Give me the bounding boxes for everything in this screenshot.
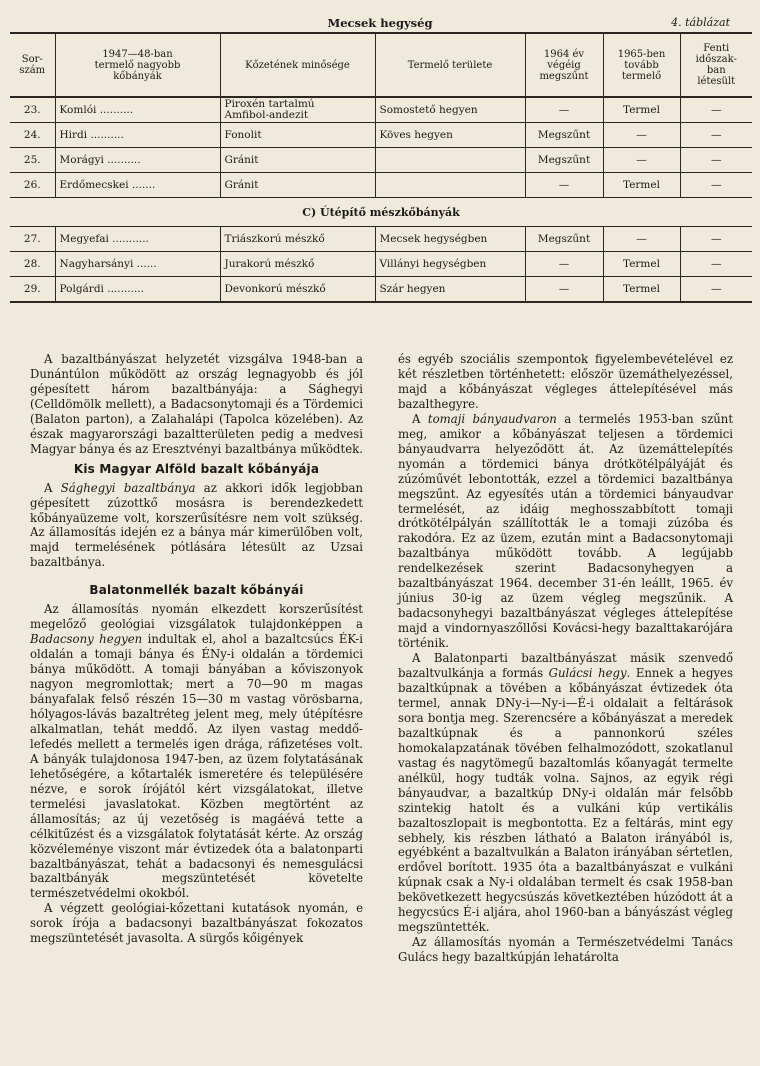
table-cell-rock: Devonkorú mészkő xyxy=(220,277,375,303)
emphasis: Sághegyi bazaltbánya xyxy=(60,480,196,495)
emphasis: tomaji bányaudvaron xyxy=(427,411,557,426)
table-cell-closed: Megszűnt xyxy=(525,227,603,252)
column-header: 1947—48-ban termelő nagyobb kőbányák xyxy=(55,33,220,97)
table-cell-new: — xyxy=(680,227,752,252)
right-column xyxy=(398,352,733,965)
table-cell-new: — xyxy=(680,252,752,277)
section-heading: Balatonmellék bazalt kőbányái xyxy=(89,583,304,598)
column-header: Fenti időszak- ban létesült xyxy=(680,33,752,97)
table-cell-closed: — xyxy=(525,277,603,303)
table-cell-name: Erdőmecskei ....... xyxy=(55,173,220,198)
table-cell-name: Komlói .......... xyxy=(55,97,220,123)
table-cell-closed: Megszűnt xyxy=(525,148,603,173)
table-reference: 4. táblázat xyxy=(671,16,730,29)
table-row xyxy=(10,97,752,123)
table-cell-name: Megyefai ........... xyxy=(55,227,220,252)
table-cell-name: Polgárdi ........... xyxy=(55,277,220,303)
paragraph: A Balatonparti bazaltbányászat másik szenvedő bazaltvulkánja a formás Gulácsi hegy. Ennek a hegyes bazaltkúpnak a tövében a kőbányászat évtizedek óta termel, annak DNy-i—Ny-i—É-i oldalait a feltárások sora bontja meg. Szerencsére a kőbányászat a meredek bazaltkúpnak és a pannonkorú széles homokalapzatának tövében felhalmozódott, szokatlanul vastag és nagytömegű bazaltomlás kőanyagát termelte anélkül, hogy tudták volna. Sajnos, az egyik régi bányaudvar, a bazaltkúp DNy-i oldalán már felsőbb szintekig hatolt és a vulkáni kúp vertikális bazaltoszlopait is megbontotta. Ez a feltárás, mint egy sebhely, kis részben látható a Balaton irányából is, egyébként a bazaltvulkán a Balaton irányában sértetlen, erdővel borított. 1935 óta a bazaltbányászat e vulkáni kúpnak csak a Ny-i oldalában termelt és csak 1958-ban bekövetkezett hegycsúszás következtében húzódott át a hegycsúcs É-i aljára, ahol 1960-ban a bányászást végleg megszüntették. xyxy=(398,651,733,935)
table-cell-rock: Gránit xyxy=(220,173,375,198)
paragraph: A tomaji bányaudvaron a termelés 1953-ban szűnt meg, amikor a kőbányászat teljesen a tördemici bányaudvarra helyeződött át. Az üzemáttelepítés nyomán a tördemici bánya drótkötélpályáját és zúzóművét lebontották, ezzel a tördemici bazaltbánya megszűnt. Az egyesítés után a tördemici bányaudvar termelését, az idáig meghosszabbított tomaji drótkötélpályán szállították le a tomaji zúzóba és rakodóra. Ez az üzem, ezután mint a Badacsonytomaji bazaltbánya működött tovább. A legújabb rendelkezések szerint Badacsonyhegyen a bazaltbányászat 1964. december 31-én leállt, 1965. év június 30-ig az üzem végleg megszűnik. A badacsonyhegyi bazaltbányászat végleges áttelepítése majd a vindornyaszőllősi Kovácsi-hegy bazalttakarójára történik. xyxy=(398,411,734,651)
section-row xyxy=(10,198,752,227)
paragraph: és egyéb szociális szempontok figyelembevételével ez két részletben történhetett: először üzemáthelyezéssel, majd a kőbányászat végleges áttelepítésével más bazalthegyre. xyxy=(398,352,733,411)
table-cell-area: Köves hegyen xyxy=(375,123,525,148)
table-cell-area: Villányi hegységben xyxy=(375,252,525,277)
page-title: Mecsek hegység xyxy=(327,16,433,30)
table-cell-area xyxy=(375,148,525,173)
table-row xyxy=(10,277,752,303)
paragraph: A bazaltbányászat helyzetét vizsgálva 1948-ban a Dunántúlon működött az ország legnagyobb és jól gépesített három bazaltbányája: a Sághegyi (Celldömölk mellett), a Badacsonytomaji és a Tördemici (Balaton parton), a Zalahalápi (Tapolca közelében). Az észak magyarországi bazaltterületen pedig a medvesi Magyar bánya és az Eresztvényi bazaltbánya működtek. xyxy=(30,352,363,456)
column-header: 1965-ben tovább termelő xyxy=(603,33,680,97)
paragraph: Az államosítás nyomán a Természetvédelmi Tanács Gulács hegy bazaltkúpján lehatárolta xyxy=(398,935,733,965)
table-cell-num: 24. xyxy=(23,129,41,141)
table-cell-new: — xyxy=(680,148,752,173)
table-cell-cont: Termel xyxy=(603,277,680,303)
table-cell-num: 25. xyxy=(23,154,41,166)
table-row xyxy=(10,148,752,173)
column-header: Kőzetének minősége xyxy=(220,33,375,97)
table-cell-cont: Termel xyxy=(603,97,680,123)
table-cell-rock: Jurakorú mészkő xyxy=(220,252,375,277)
table-cell-closed: — xyxy=(525,173,603,198)
table-cell-num: 27. xyxy=(23,233,41,245)
table-cell-new: — xyxy=(680,277,752,303)
table-cell-rock: Triászkorú mészkő xyxy=(220,227,375,252)
emphasis: Gulácsi hegy xyxy=(548,666,627,681)
column-header: Sor- szám xyxy=(19,54,46,76)
section-title: C) Útépítő mészkőbányák xyxy=(302,205,460,219)
table-cell-area: Somostető hegyen xyxy=(375,97,525,123)
table-row xyxy=(10,123,752,148)
table-cell-name: Nagyharsányi ...... xyxy=(55,252,220,277)
emphasis: Badacsony hegyen xyxy=(30,632,143,647)
table-cell-cont: — xyxy=(603,148,680,173)
table-cell-new: — xyxy=(680,173,752,198)
table-cell-new: — xyxy=(680,97,752,123)
table-cell-area xyxy=(375,173,525,198)
paragraph: Az államosítás nyomán elkezdett korszerűsítést megelőző geológiai vizsgálatok tulajdonképpen a Badacsony hegyen indultak el, ahol a bazaltcsúcs ÉK-i oldalán a tomaji bánya és ÉNy-i oldalán a tördemici bánya működött. A tomaji bányában a kőviszonyok nagyon megromlottak; mert a 70—90 m magas bányafalak felső részén 15—30 m vastag vörösbarna, hólyagos-lávás bazaltréteg jelent meg, mely útépítésre alkalmatlan, tehát meddő. Az ilyen vastag meddő-lefedés mellett a termelés igen drága, ráfizetéses volt. A bányák tulajdonosa 1947-ben, az üzem folytatásának lehetőségére, a kőtartalék ismeretére és településére nézve, e sorok írójától kért vizsgálatokat, illetve termelési javaslatokat. Közben megtörtént az államosítás; az új vezetőség is magáévá tette a célkitűzést és a vizsgálatok folytatását kérte. Az ország közvéleménye viszont már évtizedek óta a balatonparti bazaltbányászat, tehát a badacsonyi és nemesgulácsi bazaltbányák megszüntetését követelte természetvédelmi okokból. xyxy=(30,602,363,901)
table-cell-num: 26. xyxy=(23,179,41,191)
table-body xyxy=(10,97,752,302)
table-cell-rock: Fonolit xyxy=(220,123,375,148)
paragraph: A Sághegyi bazaltbánya az akkori idők legjobban gépesített zúzottkő mosásra is berendezkedett kőbányaüzeme volt, korszerűsítésre nem volt szükség. Az államosítás idején ez a bánya már kimerülőben volt, majd termelésének pótlására létesült az Uzsai bazaltbánya. xyxy=(30,480,364,570)
table-cell-num: 28. xyxy=(23,258,41,270)
table-header xyxy=(10,33,752,97)
table-cell-cont: Termel xyxy=(603,252,680,277)
table-cell-num: 29. xyxy=(23,283,41,295)
table-row xyxy=(10,227,752,252)
section-heading: Kis Magyar Alföld bazalt kőbányája xyxy=(73,461,320,476)
column-header: 1964 év végéig megszűnt xyxy=(525,33,603,97)
table-cell-cont: — xyxy=(603,227,680,252)
table-cell-area: Szár hegyen xyxy=(375,277,525,303)
table-cell-rock: Piroxén tartalmú Amfibol-andezit xyxy=(220,97,375,123)
table-cell-name: Morágyi .......... xyxy=(55,148,220,173)
left-column xyxy=(30,352,363,946)
table-cell-cont: — xyxy=(603,123,680,148)
table-row xyxy=(10,252,752,277)
column-header: Termelő területe xyxy=(375,33,525,97)
quarry-table xyxy=(10,32,752,303)
table-cell-area: Mecsek hegységben xyxy=(375,227,525,252)
paragraph: A végzett geológiai-kőzettani kutatások nyomán, e sorok írója a badacsonyi bazaltbányászat fokozatos megszüntetését javasolta. A sürgős kőigények xyxy=(30,901,363,946)
table-cell-num: 23. xyxy=(23,104,41,116)
table-cell-closed: — xyxy=(525,252,603,277)
table-cell-closed: — xyxy=(525,97,603,123)
table-row xyxy=(10,173,752,198)
table-cell-cont: Termel xyxy=(603,173,680,198)
table-cell-new: — xyxy=(680,123,752,148)
table-cell-closed: Megszűnt xyxy=(525,123,603,148)
table-cell-rock: Gránit xyxy=(220,148,375,173)
table-cell-name: Hirdi .......... xyxy=(55,123,220,148)
